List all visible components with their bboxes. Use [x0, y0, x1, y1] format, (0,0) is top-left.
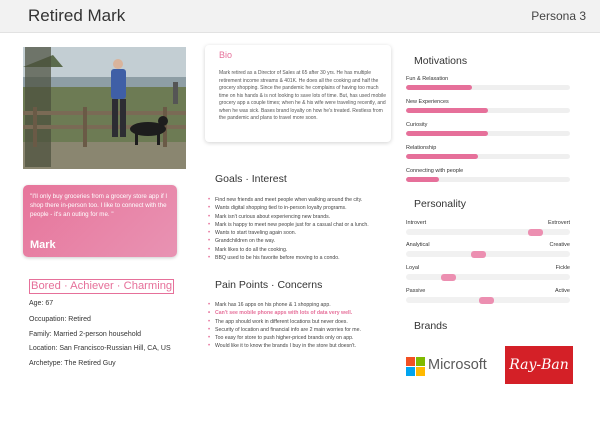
list-item: • The app should work in different locations but never does. [208, 318, 361, 326]
brand-rayban: Ray-Ban [509, 357, 569, 373]
personality-slider-knob [479, 297, 494, 304]
motivation-bar-track [406, 85, 570, 90]
fact-age: Age: 67 [29, 300, 54, 307]
list-item: • Mark isn't curious about experiencing new brands. [208, 213, 369, 221]
pain-points-list [208, 301, 361, 351]
persona-number: Persona 3 [531, 9, 586, 23]
motivations-title: Motivations [414, 55, 468, 67]
motivation-label: New Experiences [406, 99, 449, 105]
list-item: • Grandchildren on the way. [208, 237, 369, 245]
personality-left-label: Passive [406, 288, 426, 294]
list-item: • BBQ used to be his favorite before moving to a condo. [208, 254, 369, 262]
photo-illustration [23, 47, 186, 169]
personality-slider-track [406, 229, 570, 235]
list-item: • Would like it to know the brands I buy in the store but doesn't. [208, 342, 361, 350]
motivation-bar-track [406, 177, 570, 182]
personality-left-label: Analytical [406, 242, 430, 248]
personality-right-label: Fickle [555, 265, 570, 271]
persona-photo [23, 47, 186, 169]
rayban-logo [505, 346, 573, 384]
personality-slider-track [406, 251, 570, 257]
motivation-label: Connecting with people [406, 168, 464, 174]
microsoft-logo-icon [406, 357, 425, 376]
list-item: • Mark is happy to meet new people just for a casual chat or a lunch. [208, 221, 369, 229]
personality-title: Personality [414, 198, 466, 210]
motivation-bar-fill [406, 154, 478, 159]
list-item: • Wants digital shopping tied to in-person loyalty programs. [208, 204, 369, 212]
list-item-highlighted: • Can't see mobile phone apps with lots of data very well. [208, 309, 361, 317]
personality-right-label: Active [555, 288, 570, 294]
personality-left-label: Introvert [406, 220, 427, 226]
persona-title: Retired Mark [28, 6, 126, 25]
motivation-bar-fill [406, 85, 472, 90]
bio-card [205, 45, 391, 142]
fact-archetype: Archetype: The Retired Guy [29, 360, 116, 367]
motivation-bar-fill [406, 131, 488, 136]
personality-slider-track [406, 274, 570, 280]
bio-title: Bio [219, 50, 233, 60]
quote-name: Mark [30, 239, 56, 251]
personality-slider-track [406, 297, 570, 303]
list-item: • Find new friends and meet people when walking around the city. [208, 196, 369, 204]
personality-slider-knob [471, 251, 486, 258]
fact-occupation: Occupation: Retired [29, 316, 91, 323]
motivation-bar-fill [406, 177, 439, 182]
quote-card [23, 185, 177, 257]
fact-location: Location: San Francisco-Russian Hill, CA, US [29, 345, 171, 352]
motivation-label: Fun & Relaxation [406, 76, 449, 82]
motivation-bar-track [406, 154, 570, 159]
header-bar [0, 0, 600, 33]
motivation-bar-track [406, 108, 570, 113]
motivation-bar-fill [406, 108, 488, 113]
list-item: • Mark has 16 apps on his phone & 1 shopping app. [208, 301, 361, 309]
personality-right-label: Extrovert [547, 220, 570, 226]
brand-microsoft: Microsoft [428, 357, 487, 373]
list-item: • Security of location and financial info are 2 main worries for me. [208, 326, 361, 334]
motivation-bar-track [406, 131, 570, 136]
bio-text: Mark retired as a Director of Sales at 65 after 30 yrs. He has multiple retirement income streams & 401K. He does all the cooking and half the grocery shopping. Since the pandemic he complains of having too much time on his hands & is not looking to save lots of time. But, has used mobile grocery app a couple times; when he & his wife were traveling recently, and when he was sick. Bases brand loyalty on how he's treated. Restless from the pandemic and plans to travel more soon. [219, 70, 387, 121]
fact-family: Family: Married 2-person household [29, 331, 142, 338]
motivation-label: Relationship [406, 145, 437, 151]
traits-label: Bored · Achiever · Charming [31, 280, 173, 292]
list-item: • Too easy for store to push higher-priced brands only on app. [208, 334, 361, 342]
personality-slider-knob [528, 229, 543, 236]
pain-points-title: Pain Points · Concerns [215, 279, 323, 291]
list-item: • Mark likes to do all the cooking. [208, 246, 369, 254]
personality-right-label: Creative [549, 242, 570, 248]
list-item: • Wants to start traveling again soon. [208, 229, 369, 237]
personality-left-label: Loyal [406, 265, 420, 271]
goals-title: Goals · Interest [215, 173, 287, 185]
personality-slider-knob [441, 274, 456, 281]
goals-list [208, 196, 369, 262]
motivation-label: Curiosity [406, 122, 428, 128]
quote-text: "I'll only buy groceries from a grocery store app if I shop there in-person too. I like to connect with the people - it's an outing for me. " [30, 193, 168, 218]
brands-title: Brands [414, 320, 448, 332]
